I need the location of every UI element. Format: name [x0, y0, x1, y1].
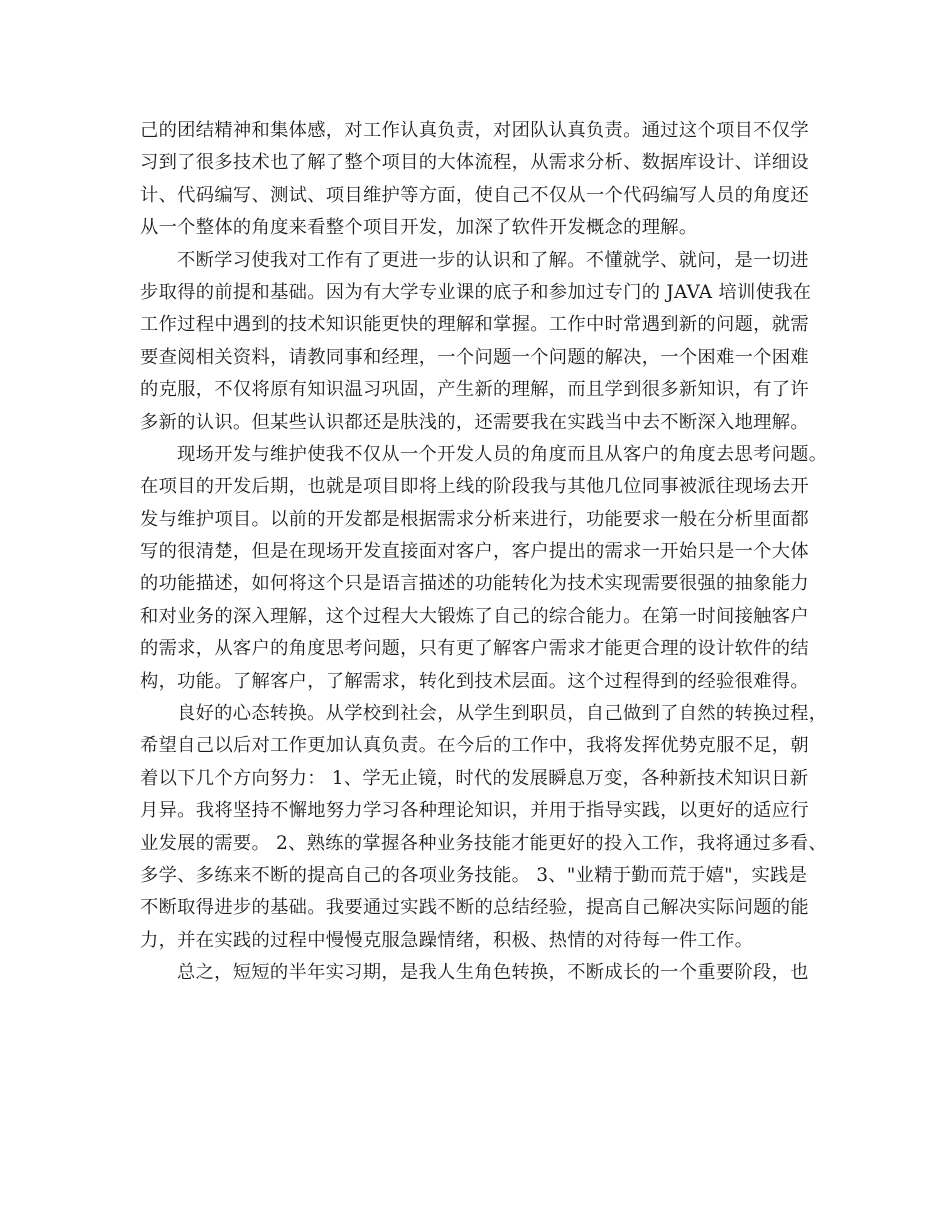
- text-line: 月异。我将坚持不懈地努力学习各种理论知识，并用于指导实践，以更好的适应行: [140, 800, 809, 822]
- paragraph-first-line: 不断学习使我对工作有了更进一步的认识和了解。不懂就学、就问，是一切进: [177, 249, 809, 271]
- text-line: 步取得的前提和基础。因为有大学专业课的底子和参加过专门的 JAVA 培训使我在: [140, 281, 812, 303]
- body-text: [140, 115, 830, 990]
- paragraph-first-line: 现场开发与维护使我不仅从一个开发人员的角度而且从客户的角度去思考问题。: [177, 443, 828, 465]
- paragraph-first-line: 总之，短短的半年实习期，是我人生角色转换，不断成长的一个重要阶段，也: [177, 962, 809, 984]
- text-line: 工作过程中遇到的技术知识能更快的理解和掌握。工作中时常遇到新的问题，就需: [140, 314, 809, 336]
- text-line: 计、代码编写、测试、项目维护等方面，使自己不仅从一个代码编写人员的角度还: [140, 184, 809, 206]
- text-line: 多学、多练来不断的提高自己的各项业务技能。 3、"业精于勤而荒于嬉"，实践是: [140, 864, 808, 886]
- paragraph-first-line: 良好的心态转换。从学校到社会，从学生到职员，自己做到了自然的转换过程，: [177, 703, 828, 725]
- text-line: 构，功能。了解客户，了解需求，转化到技术层面。这个过程得到的经验很难得。: [140, 670, 809, 692]
- text-line: 多新的认识。但某些认识都还是肤浅的，还需要我在实践当中去不断深入地理解。: [140, 411, 809, 433]
- text-line: 要查阅相关资料，请教同事和经理，一个问题一个问题的解决，一个困难一个困难: [140, 346, 809, 368]
- text-line: 发与维护项目。以前的开发都是根据需求分析来进行，功能要求一般在分析里面都: [140, 508, 809, 530]
- text-line: 的需求，从客户的角度思考问题，只有更了解客户需求才能更合理的设计软件的结: [140, 638, 809, 660]
- text-line: 着以下几个方向努力： 1、学无止镜，时代的发展瞬息万变，各种新技术知识日新: [140, 767, 809, 789]
- text-line: 己的团结精神和集体感，对工作认真负责，对团队认真负责。通过这个项目不仅学: [140, 120, 809, 141]
- text-line: 的功能描述，如何将这个只是语言描述的功能转化为技术实现需要很强的抽象能力: [140, 573, 809, 595]
- text-line: 和对业务的深入理解，这个过程大大锻炼了自己的综合能力。在第一时间接触客户: [140, 605, 809, 627]
- text-line: 写的很清楚，但是在现场开发直接面对客户，客户提出的需求一开始只是一个大体: [140, 541, 809, 563]
- text-line: 力，并在实践的过程中慢慢克服急躁情绪，积极、热情的对待每一件工作。: [140, 929, 754, 951]
- text-line: 习到了很多技术也了解了整个项目的大体流程，从需求分析、数据库设计、详细设: [140, 152, 809, 174]
- text-line: 从一个整体的角度来看整个项目开发，加深了软件开发概念的理解。: [140, 217, 698, 239]
- text-line: 希望自己以后对工作更加认真负责。在今后的工作中，我将发挥优势克服不足，朝: [140, 735, 809, 757]
- text-line: 不断取得进步的基础。我要通过实践不断的总结经验，提高自己解决实际问题的能: [140, 897, 809, 919]
- text-line: 在项目的开发后期，也就是项目即将上线的阶段我与其他几位同事被派往现场去开: [140, 476, 809, 498]
- text-line: 的克服，不仅将原有知识温习巩固，产生新的理解，而且学到很多新知识，有了许: [140, 379, 809, 401]
- text-line: 业发展的需要。 2、熟练的掌握各种业务技能才能更好的投入工作，我将通过多看、: [140, 832, 827, 854]
